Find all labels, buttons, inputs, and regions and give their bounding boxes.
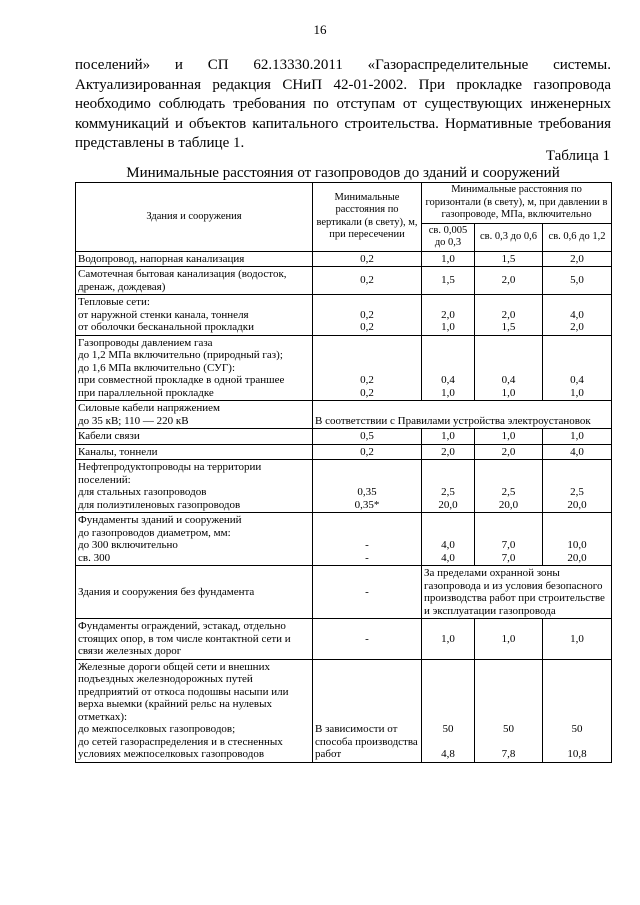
header-pressure-2: св. 0,3 до 0,6 <box>475 223 543 251</box>
row-name: Нефтепродуктопроводы на территории поселений: для стальных газопроводов для полиэтиленовых газопроводов <box>76 460 313 513</box>
cell-h2: 2,0 <box>475 444 543 460</box>
header-pressure-3: св. 0,6 до 1,2 <box>543 223 612 251</box>
intro-paragraph <box>75 56 611 154</box>
cell-vertical: В зависимости от способа производства работ <box>313 659 422 762</box>
cell-vertical: 0,2 <box>313 267 422 295</box>
row-name: Каналы, тоннели <box>76 444 313 460</box>
cell-h3: 4,0 <box>543 444 612 460</box>
cell-h2: 1,5 <box>475 251 543 267</box>
table-row <box>76 335 612 401</box>
cell-vertical: 0,2 <box>313 444 422 460</box>
table-row <box>76 460 612 513</box>
cell-h1: 2,0 1,0 <box>422 295 475 336</box>
row-name: Силовые кабели напряжением до 35 кВ; 110 — 220 кВ <box>76 401 313 429</box>
cell-h3: 2,0 <box>543 251 612 267</box>
table-row <box>76 659 612 762</box>
cell-h3: 4,0 2,0 <box>543 295 612 336</box>
table-row <box>76 566 612 619</box>
cell-h3: 10,0 20,0 <box>543 513 612 566</box>
table-row <box>76 295 612 336</box>
cell-vertical: - <box>313 619 422 660</box>
cell-h3: 0,4 1,0 <box>543 335 612 401</box>
table-caption: Минимальные расстояния от газопроводов до зданий и сооружений <box>126 165 560 181</box>
row-name: Водопровод, напорная канализация <box>76 251 313 267</box>
row-name: Фундаменты зданий и сооружений до газопроводов диаметром, мм: до 300 включительно св. 300 <box>76 513 313 566</box>
header-horizontal: Минимальные расстояния по горизонтали (в свету), м, при давлении в газопроводе, МПа, включительно <box>422 183 612 224</box>
cell-h3: 2,5 20,0 <box>543 460 612 513</box>
row-name: Самотечная бытовая канализация (водосток, дренаж, дождевая) <box>76 267 313 295</box>
page-number: 16 <box>313 22 327 37</box>
cell-h2: 1,0 <box>475 429 543 445</box>
distances-table <box>75 182 612 763</box>
cell-h2: 2,0 <box>475 267 543 295</box>
cell-span-note: В соответствии с Правилами устройства электроустановок <box>313 401 612 429</box>
cell-h3: 1,0 <box>543 429 612 445</box>
cell-vertical: 0,5 <box>313 429 422 445</box>
cell-h1: 1,0 <box>422 619 475 660</box>
row-name: Железные дороги общей сети и внешних подъездных железнодорожных путей предприятий от откоса подошвы насыпи или верха выемки (крайний рельс на нулевых отметках): до межпоселковых газопроводов; до сетей газораспределения и в стесненных условиях межпоселковых газопроводов <box>76 659 313 762</box>
table-label: Таблица 1 <box>545 148 610 164</box>
cell-vertical: - <box>313 566 422 619</box>
cell-h1: 2,0 <box>422 444 475 460</box>
row-name: Газопроводы давлением газа до 1,2 МПа включительно (природный газ); до 1,6 МПа включительно (СУГ): при совместной прокладке в одной траншее при параллельной прокладке <box>76 335 313 401</box>
cell-h3: 5,0 <box>543 267 612 295</box>
cell-vertical: 0,2 <box>313 251 422 267</box>
cell-h2: 7,0 7,0 <box>475 513 543 566</box>
row-name: Фундаменты ограждений, эстакад, отдельно стоящих опор, в том числе контактной сети и связи железных дорог <box>76 619 313 660</box>
cell-h1: 0,4 1,0 <box>422 335 475 401</box>
intro-text: поселений» и СП 62.13330.2011 «Газораспределительные системы. Актуализированная редакция СНиП 42-01-2002. При прокладке газопровода необходимо соблюдать требования по отступам от существующих инженерных коммуникаций и объектов капитального строительства. Нормативные требования представлены в таблице 1. <box>75 57 611 151</box>
cell-h1: 1,5 <box>422 267 475 295</box>
header-buildings: Здания и сооружения <box>76 183 313 252</box>
table-row <box>76 267 612 295</box>
cell-h2: 1,0 <box>475 619 543 660</box>
cell-h2: 2,0 1,5 <box>475 295 543 336</box>
table-row <box>76 251 612 267</box>
table-header-row <box>76 183 612 224</box>
cell-h3: 50 10,8 <box>543 659 612 762</box>
cell-vertical: 0,35 0,35* <box>313 460 422 513</box>
table-row <box>76 513 612 566</box>
row-name: Кабели связи <box>76 429 313 445</box>
cell-span-note: За пределами охранной зоны газопровода и из условия безопасного производства работ при строительстве и эксплуатации газопровода <box>422 566 612 619</box>
table-row <box>76 429 612 445</box>
row-name: Здания и сооружения без фундамента <box>76 566 313 619</box>
row-name: Тепловые сети: от наружной стенки канала, тоннеля от оболочки бесканальной прокладки <box>76 295 313 336</box>
cell-h3: 1,0 <box>543 619 612 660</box>
table-row <box>76 619 612 660</box>
cell-h1: 1,0 <box>422 251 475 267</box>
cell-h2: 0,4 1,0 <box>475 335 543 401</box>
cell-h2: 2,5 20,0 <box>475 460 543 513</box>
table-row <box>76 401 612 429</box>
cell-vertical: 0,2 0,2 <box>313 335 422 401</box>
header-pressure-1: св. 0,005 до 0,3 <box>422 223 475 251</box>
cell-h2: 50 7,8 <box>475 659 543 762</box>
header-vertical: Минимальные расстояния по вертикали (в свету), м, при пересечении <box>313 183 422 252</box>
cell-h1: 1,0 <box>422 429 475 445</box>
cell-h1: 50 4,8 <box>422 659 475 762</box>
cell-h1: 2,5 20,0 <box>422 460 475 513</box>
cell-vertical: - - <box>313 513 422 566</box>
cell-h1: 4,0 4,0 <box>422 513 475 566</box>
table-row <box>76 444 612 460</box>
cell-vertical: 0,2 0,2 <box>313 295 422 336</box>
